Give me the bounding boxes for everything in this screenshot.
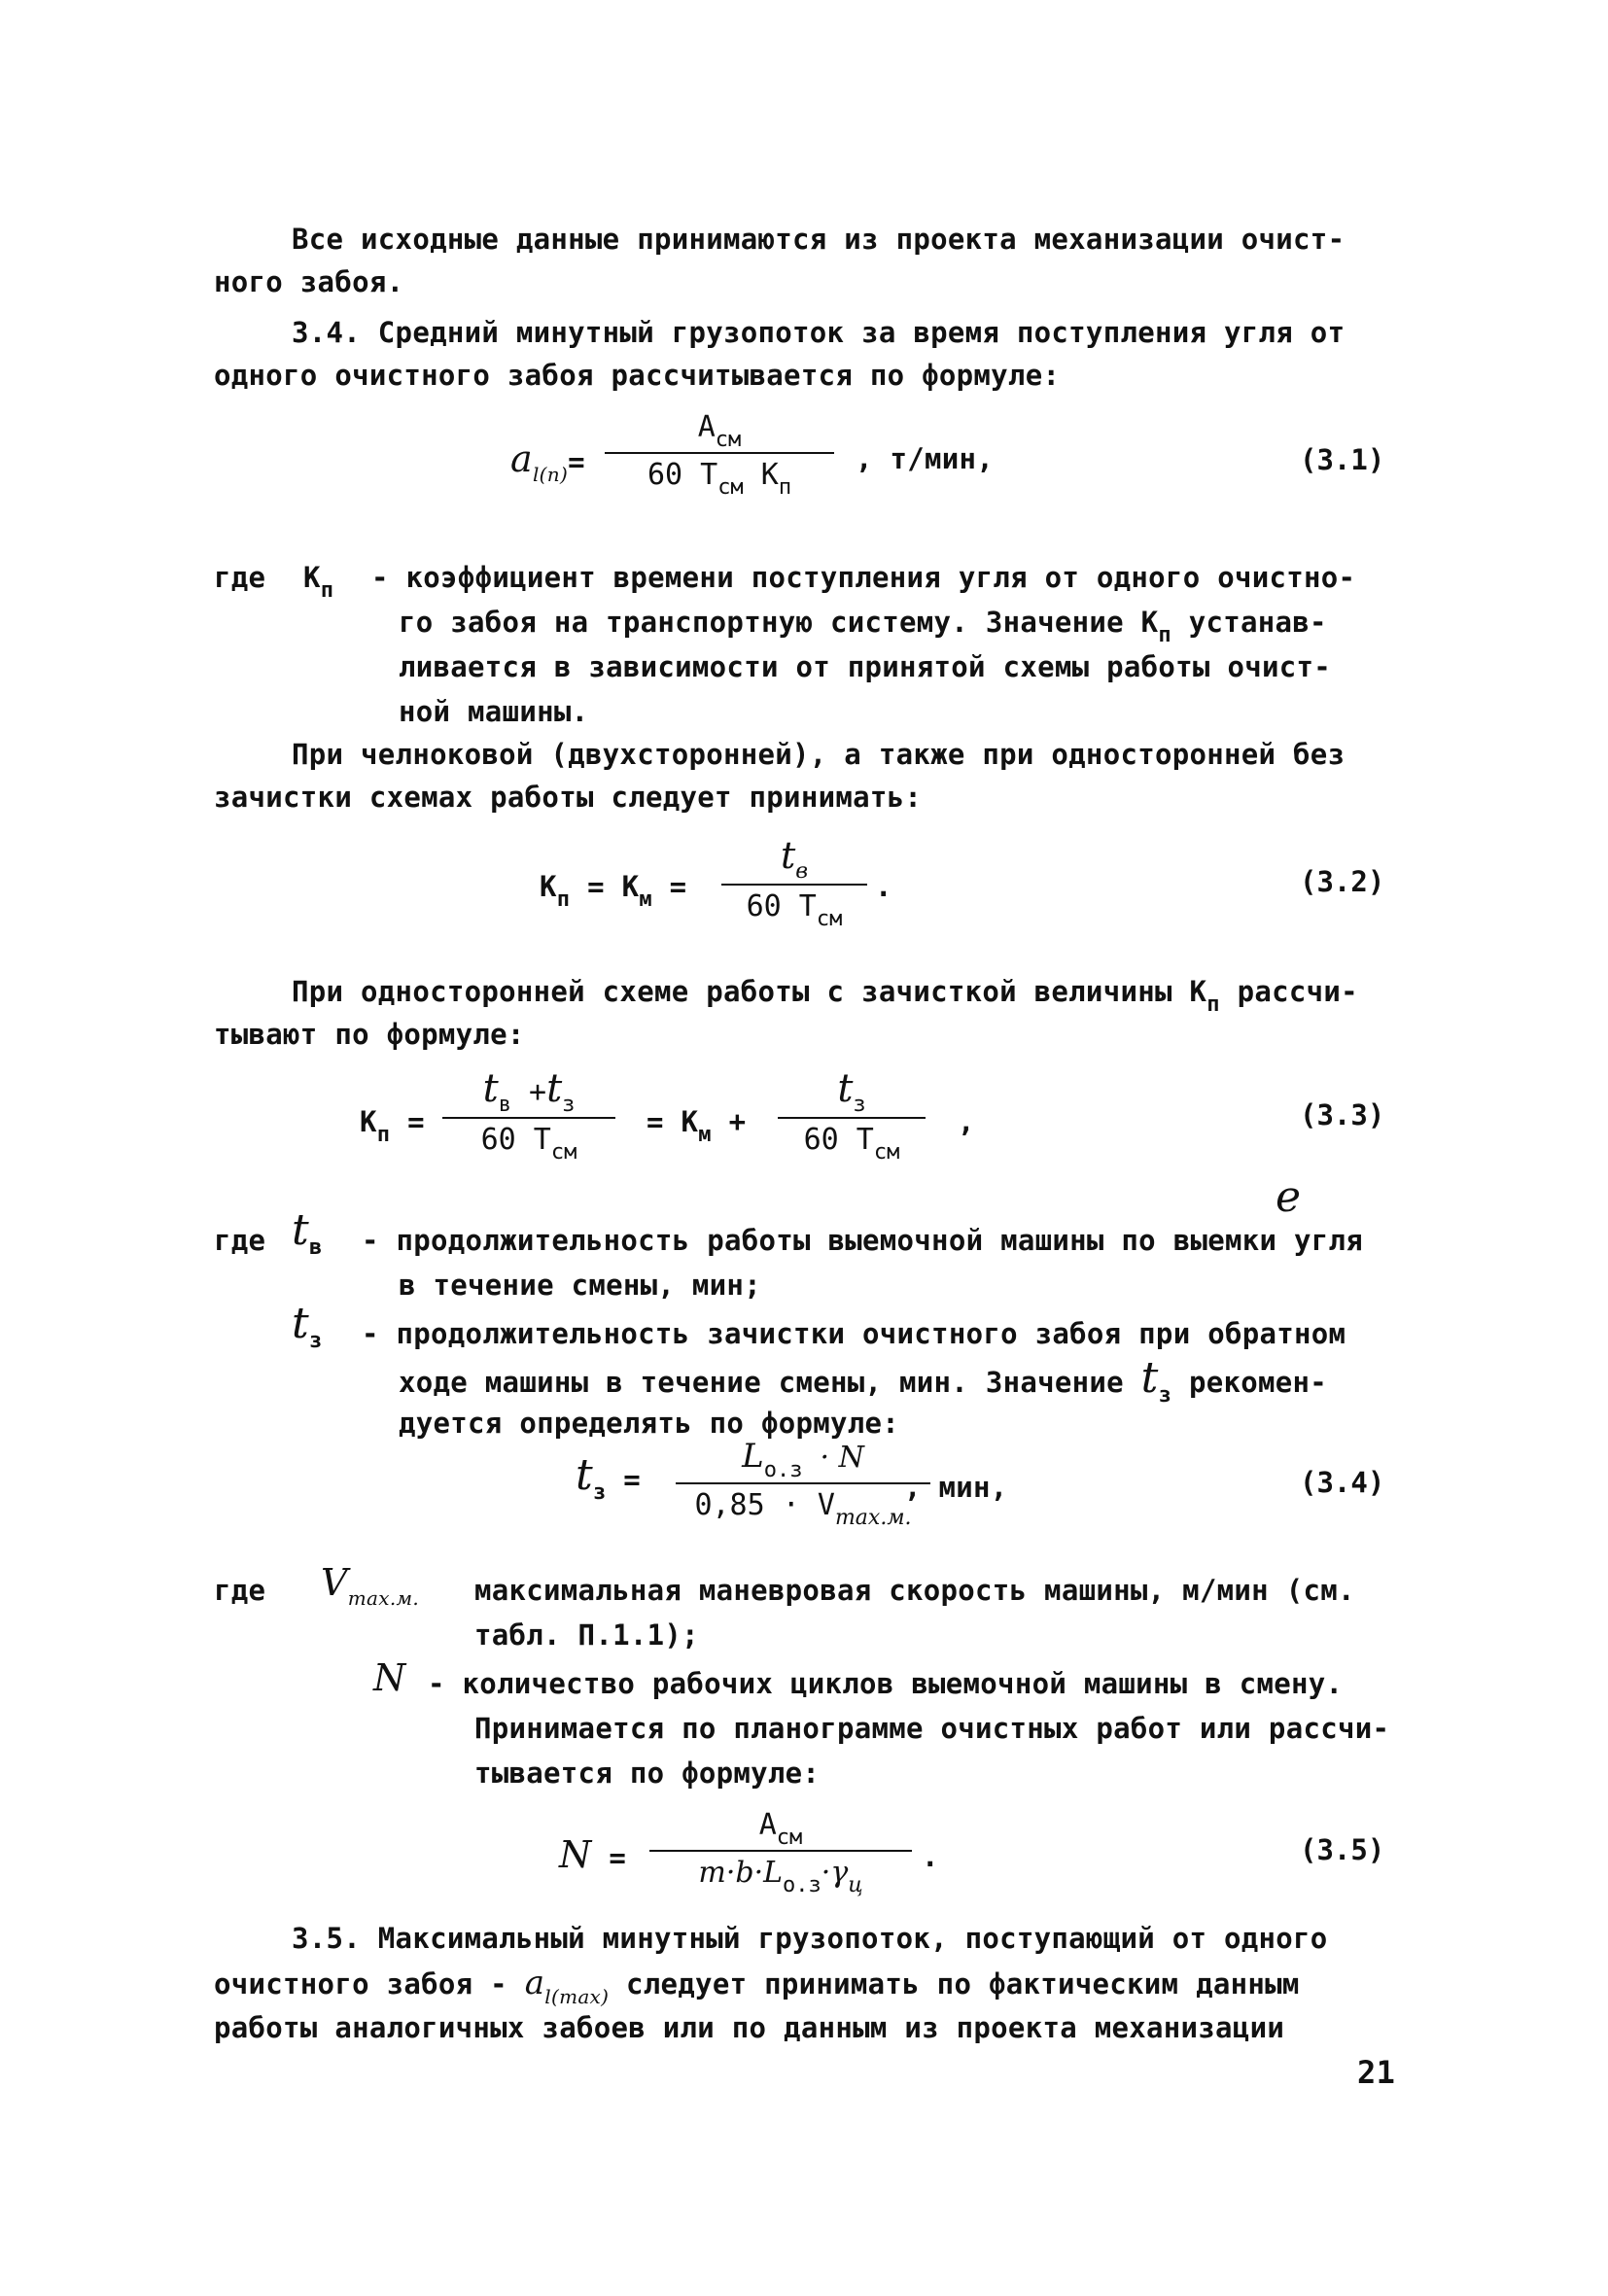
eq-3-5-fraction xyxy=(649,1806,912,1896)
where-tz-line-2: ходе машины в течение смены, мин. Значение $t_з$ рекомен- xyxy=(399,1353,1328,1408)
eq-3-2-number: (3.2) xyxy=(1300,865,1385,898)
eq-3-5-lhs: N = xyxy=(559,1833,627,1876)
where-tv-line-1: - продолжительность работы выемочной машины по выемки угля xyxy=(362,1224,1364,1257)
eq-3-1-lhs: $a_{l(n)}=$ xyxy=(510,437,585,486)
where-kp-prefix: где xyxy=(214,561,266,594)
section-3-5-line-2: очистного забоя - $a_{l(max)}$ следует принимать по фактическим данным xyxy=(214,1964,1300,2008)
eq-3-3-fraction-2 xyxy=(778,1066,926,1165)
eq-3-4-numerator: $L_{о.з} \cdot N$ xyxy=(742,1437,864,1482)
eq-3-4-unit: , мин, xyxy=(904,1471,1008,1504)
eq-3-5-tail: . xyxy=(922,1840,939,1873)
eq-3-5-denominator: $m\cdot b\cdot L_{о.з}\cdot\gamma_ц$ xyxy=(698,1856,863,1897)
where-n-line-3: тывается по формуле: xyxy=(474,1757,821,1790)
where-vmax-symbol: $V_{max.м.}$ xyxy=(321,1561,420,1610)
where-vmax-prefix: где xyxy=(214,1574,266,1607)
eq-3-3-fraction-1 xyxy=(442,1066,615,1165)
handwritten-correction-mark: е xyxy=(1276,1172,1302,1222)
where-vmax-line-1: максимальная маневровая скорость машины, м/мин (см. xyxy=(474,1574,1355,1607)
where-kp-line-1: - коэффициент времени поступления угля от одного очистно- xyxy=(371,561,1356,594)
section-3-4-line-1: 3.4. Средний минутный грузопоток за время поступления угля от xyxy=(292,316,1346,349)
eq-3-3-numerator-2: $t_з$ xyxy=(837,1066,866,1117)
where-tz-line-3: дуется определять по формуле: xyxy=(399,1407,900,1440)
eq-3-3-numerator-1: $t_в +t_з$ xyxy=(482,1066,576,1117)
section-3-5-line-3: работы аналогичных забоев или по данным из проекта механизации xyxy=(214,2011,1285,2044)
eq-3-2-fraction xyxy=(721,836,867,929)
page-number: 21 xyxy=(1357,2054,1396,2091)
eq-3-1-denominator: 60 $T_{см}$ $K_п$ xyxy=(647,458,792,500)
eq-3-4-fraction xyxy=(676,1437,930,1528)
where-n-line-2: Принимается по планограмме очистных работ или рассчи- xyxy=(474,1712,1390,1745)
eq-3-1-fraction xyxy=(605,408,834,498)
where-vmax-line-2: табл. П.1.1); xyxy=(474,1618,699,1652)
eq-3-2-lhs: $K_п = K_м$ = xyxy=(540,870,687,912)
where-n-symbol: N xyxy=(373,1656,406,1699)
eq-3-4-lhs: $t_з$ = xyxy=(576,1450,642,1505)
section-3-5-line-1: 3.5. Максимальный минутный грузопоток, поступающий от одного xyxy=(292,1922,1328,1955)
oneside-line-2: тывают по формуле: xyxy=(214,1018,525,1051)
eq-3-2-tail: . xyxy=(875,870,892,903)
where-tv-symbol: $t_в$ xyxy=(292,1205,323,1260)
eq-3-4-number: (3.4) xyxy=(1300,1466,1385,1499)
where-tv-line-2: в течение смены, мин; xyxy=(399,1269,761,1302)
shuttle-line-2: зачистки схемах работы следует принимать: xyxy=(214,781,923,814)
intro-line-1: Все исходные данные принимаются из проекта механизации очист- xyxy=(292,223,1346,256)
where-kp-symbol: $K_п$ xyxy=(303,561,334,603)
eq-3-1-numerator: $A_{см}$ xyxy=(697,410,742,452)
intro-line-2: ного забоя. xyxy=(214,265,404,298)
eq-3-3-denominator-1: 60 $T_{см}$ xyxy=(480,1123,577,1165)
eq-3-2-numerator: $t_в$ xyxy=(780,834,809,884)
eq-3-3-mid: = $K_м$ + xyxy=(647,1105,747,1147)
where-kp-line-3: ливается в зависимости от принятой схемы работы очист- xyxy=(399,650,1332,683)
where-tz-line-1: - продолжительность зачистки очистного забоя при обратном xyxy=(362,1317,1346,1350)
oneside-line-1: При односторонней схеме работы с зачисткой величины $K_п$ рассчи- xyxy=(292,975,1358,1017)
where-n-line-1: - количество рабочих циклов выемочной машины в смену. xyxy=(428,1667,1344,1700)
where-tv-prefix: где xyxy=(214,1224,266,1257)
eq-3-3-tail: , xyxy=(958,1105,975,1138)
where-kp-line-2: го забоя на транспортную систему. Значение $K_п$ устанав- xyxy=(399,606,1327,647)
eq-3-1-unit: , т/мин, xyxy=(856,442,995,475)
eq-3-3-denominator-2: 60 $T_{см}$ xyxy=(803,1123,900,1165)
section-3-4-line-2: одного очистного забоя рассчитывается по формуле: xyxy=(214,359,1061,392)
eq-3-2-denominator: 60 $T_{см}$ xyxy=(746,889,843,931)
where-tz-symbol: $t_з$ xyxy=(292,1299,323,1353)
eq-3-5-numerator: $A_{см}$ xyxy=(758,1808,803,1850)
eq-3-5-number: (3.5) xyxy=(1300,1833,1385,1866)
eq-3-3-number: (3.3) xyxy=(1300,1098,1385,1131)
eq-3-4-denominator: $0,85 \cdot V_{max.м.}$ xyxy=(694,1488,912,1530)
where-kp-line-4: ной машины. xyxy=(399,695,589,728)
shuttle-line-1: При челноковой (двухсторонней), а также при односторонней без xyxy=(292,738,1346,771)
eq-3-1-number: (3.1) xyxy=(1300,443,1385,476)
eq-3-3-lhs: $K_п$ = xyxy=(360,1105,425,1147)
